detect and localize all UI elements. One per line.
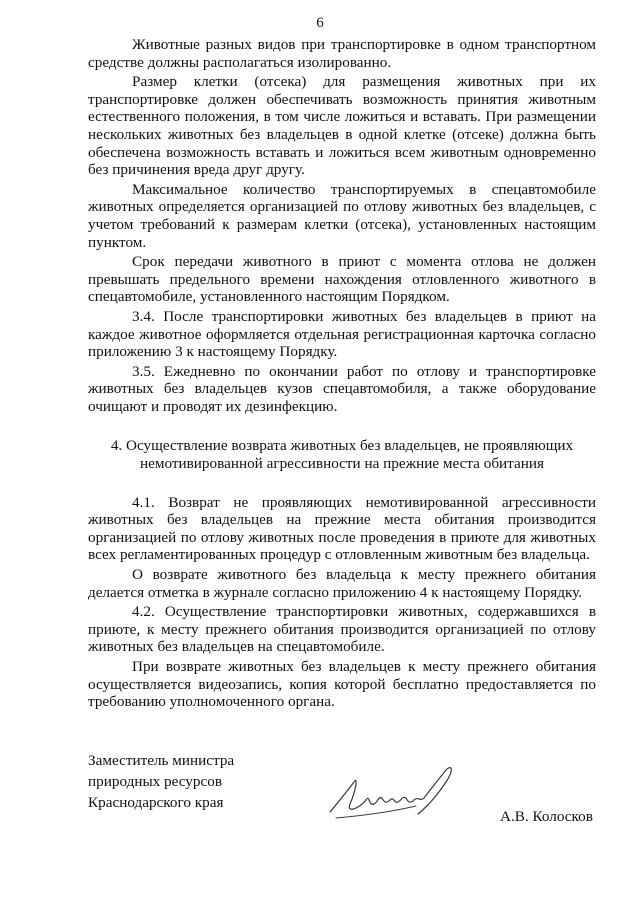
signatory-title-line: Заместитель министра xyxy=(88,752,235,769)
paragraph: 3.4. После транспортировки животных без владельцев в приют на каждое животное оформляется отдельная регистрационная карточка согласно приложению 3 к настоящему Порядку. xyxy=(88,307,596,361)
document-body xyxy=(88,36,596,713)
section-heading: 4. Осуществление возврата животных без владельцев, не проявляющих немотивированной агрессивности на прежние места обитания xyxy=(110,437,574,473)
handwritten-signature xyxy=(320,760,470,830)
paragraph: Размер клетки (отсека) для размещения животных при их транспортировке должен обеспечивать возможность принятия животным естественного положения, в том числе ложиться и вставать. При размещении нескольких животных без владельцев в одной клетке (отсеке) должна быть обеспечена возможность вставать и ложиться всем животным одновременно без причинения вреда друг другу. xyxy=(88,73,596,179)
signatory-title-line: Краснодарского края xyxy=(88,794,224,811)
signatory-title xyxy=(88,750,234,813)
paragraph: Срок передачи животного в приют с момента отлова не должен превышать предельного времени нахождения отловленного животного в спецавтомобиле, установленного настоящим Порядком. xyxy=(88,253,596,306)
page-number: 6 xyxy=(316,15,324,31)
paragraph: 3.5. Ежедневно по окончании работ по отлову и транспортировке животных без владельцев кузов спецавтомобиля, а также оборудование очищают и проводят их дезинфекцию. xyxy=(88,362,596,415)
signatory-title-line: природных ресурсов xyxy=(88,773,222,790)
paragraph: 4.2. Осуществление транспортировки животных, содержавшихся в приюте, к месту прежнего обитания производится организацией по отлову животных без владельцев на спецавтомобиле. xyxy=(88,603,596,656)
signatory-name: А.В. Колосков xyxy=(500,808,593,825)
paragraph: О возврате животного без владельца к месту прежнего обитания делается отметка в журнале согласно приложению 4 к настоящему Порядку. xyxy=(88,566,596,601)
paragraph: При возврате животных без владельцев к месту прежнего обитания осуществляется видеозапись, копия которой бесплатно предоставляется по требованию уполномоченного органа. xyxy=(88,658,596,711)
paragraph: Животные разных видов при транспортировке в одном транспортном средстве должны располагаться изолированно. xyxy=(88,36,596,71)
paragraph: 4.1. Возврат не проявляющих немотивированной агрессивности животных без владельцев на прежние места обитания производится организацией по отлову животных после проведения в приюте для животных всех регламентированных процедур с отловленным животным без владельца. xyxy=(88,493,596,564)
paragraph: Максимальное количество транспортируемых в спецавтомобиле животных определяется организацией по отлову животных без владельцев, с учетом требований к размерам клетки (отсека), установленных настоящим пунктом. xyxy=(88,180,596,251)
